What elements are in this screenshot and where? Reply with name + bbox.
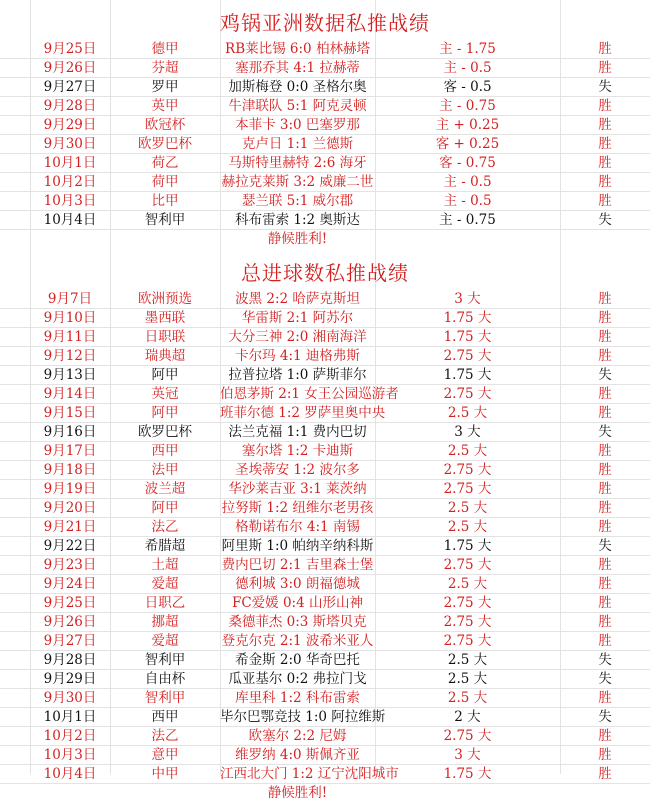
pick-cell: 2.75 大	[375, 385, 560, 404]
date-cell: 9月12日	[30, 347, 110, 366]
match-cell: 圣埃蒂安 1:2 波尔多	[220, 461, 375, 480]
result-cell: 胜	[560, 575, 650, 594]
pick-cell: 2.5 大	[375, 651, 560, 670]
footer-row	[0, 230, 650, 249]
result-cell: 胜	[560, 328, 650, 347]
empty-cell	[0, 309, 30, 328]
table-row	[0, 347, 650, 366]
result-cell: 失	[560, 537, 650, 556]
league-cell: 墨西联	[110, 309, 220, 328]
empty-cell	[0, 230, 30, 249]
match-cell: 加斯梅登 0:0 圣格尔奥	[220, 78, 375, 97]
empty-cell	[0, 480, 30, 499]
pick-cell: 2.75 大	[375, 613, 560, 632]
table-row	[0, 97, 650, 116]
match-cell: 费内巴切 2:1 吉里森士堡	[220, 556, 375, 575]
table-row	[0, 518, 650, 537]
date-cell: 9月14日	[30, 385, 110, 404]
league-cell: 法乙	[110, 727, 220, 746]
empty-cell	[0, 173, 30, 192]
empty-cell	[0, 40, 30, 59]
league-cell: 希腊超	[110, 537, 220, 556]
footer-row	[0, 784, 650, 802]
result-cell: 胜	[560, 290, 650, 309]
empty-cell	[0, 708, 30, 727]
result-cell: 失	[560, 670, 650, 689]
league-cell: 英甲	[110, 97, 220, 116]
date-cell: 9月15日	[30, 404, 110, 423]
date-cell: 9月23日	[30, 556, 110, 575]
empty-cell	[30, 230, 110, 249]
match-cell: 登克尔克 2:1 波希米亚人	[220, 632, 375, 651]
result-cell: 失	[560, 423, 650, 442]
table-row	[0, 575, 650, 594]
match-cell: 格勒诺布尔 4:1 南锡	[220, 518, 375, 537]
empty-cell	[0, 423, 30, 442]
date-cell: 9月25日	[30, 40, 110, 59]
league-cell: 智利甲	[110, 689, 220, 708]
match-cell: 法兰克福 1:1 费内巴切	[220, 423, 375, 442]
pick-cell: 3 大	[375, 423, 560, 442]
empty-cell	[0, 746, 30, 765]
table-row	[0, 173, 650, 192]
empty-cell	[0, 461, 30, 480]
empty-cell	[0, 78, 30, 97]
result-cell: 失	[560, 651, 650, 670]
result-cell: 胜	[560, 461, 650, 480]
result-cell: 失	[560, 708, 650, 727]
empty-cell	[0, 670, 30, 689]
table-row	[0, 385, 650, 404]
table-row	[0, 480, 650, 499]
result-cell: 胜	[560, 154, 650, 173]
pick-cell: 2.75 大	[375, 727, 560, 746]
empty-cell	[0, 366, 30, 385]
date-cell: 9月13日	[30, 366, 110, 385]
match-cell: 库里科 1:2 科布雷索	[220, 689, 375, 708]
result-cell: 胜	[560, 632, 650, 651]
empty-cell	[110, 230, 220, 249]
match-cell: 牛津联队 5:1 阿克灵顿	[220, 97, 375, 116]
result-cell: 胜	[560, 309, 650, 328]
section2-title: 总进球数私推战绩	[0, 258, 650, 288]
table-row	[0, 746, 650, 765]
date-cell: 9月16日	[30, 423, 110, 442]
table-row	[0, 154, 650, 173]
league-cell: 挪超	[110, 613, 220, 632]
league-cell: 自由杯	[110, 670, 220, 689]
league-cell: 瑞典超	[110, 347, 220, 366]
league-cell: 西甲	[110, 708, 220, 727]
date-cell: 9月24日	[30, 575, 110, 594]
league-cell: 西甲	[110, 442, 220, 461]
table-row	[0, 651, 650, 670]
table-row	[0, 499, 650, 518]
pick-cell: 2.5 大	[375, 499, 560, 518]
result-cell: 胜	[560, 192, 650, 211]
match-cell: 维罗纳 4:0 斯佩齐亚	[220, 746, 375, 765]
empty-cell	[0, 442, 30, 461]
result-cell: 失	[560, 366, 650, 385]
result-cell: 胜	[560, 135, 650, 154]
empty-cell	[0, 404, 30, 423]
league-cell: 德甲	[110, 40, 220, 59]
match-cell: 希金斯 2:0 华奇巴托	[220, 651, 375, 670]
table-row	[0, 727, 650, 746]
result-cell: 胜	[560, 97, 650, 116]
date-cell: 9月30日	[30, 135, 110, 154]
date-cell: 9月28日	[30, 97, 110, 116]
league-cell: 荷甲	[110, 173, 220, 192]
empty-cell	[0, 97, 30, 116]
pick-cell: 2.5 大	[375, 442, 560, 461]
pick-cell: 2.75 大	[375, 461, 560, 480]
table-row	[0, 116, 650, 135]
league-cell: 爱超	[110, 575, 220, 594]
date-cell: 9月25日	[30, 594, 110, 613]
empty-cell	[0, 154, 30, 173]
table-row	[0, 613, 650, 632]
table-row	[0, 670, 650, 689]
empty-cell	[0, 347, 30, 366]
match-cell: 瓜亚基尔 0:2 弗拉门戈	[220, 670, 375, 689]
date-cell: 9月26日	[30, 613, 110, 632]
empty-cell	[0, 651, 30, 670]
table-row	[0, 78, 650, 97]
empty-cell	[0, 59, 30, 78]
league-cell: 阿甲	[110, 499, 220, 518]
table-row	[0, 59, 650, 78]
date-cell: 10月4日	[30, 211, 110, 230]
date-cell: 10月1日	[30, 154, 110, 173]
date-cell: 9月29日	[30, 670, 110, 689]
league-cell: 波兰超	[110, 480, 220, 499]
table-row	[0, 290, 650, 309]
match-cell: 桑德菲杰 0:3 斯塔贝克	[220, 613, 375, 632]
league-cell: 英冠	[110, 385, 220, 404]
match-cell: 塞那乔其 4:1 拉赫蒂	[220, 59, 375, 78]
pick-cell: 2 大	[375, 708, 560, 727]
pick-cell: 主 - 0.75	[375, 97, 560, 116]
pick-cell: 2.5 大	[375, 404, 560, 423]
match-cell: 毕尔巴鄂竞技 1:0 阿拉维斯	[220, 708, 375, 727]
date-cell: 9月30日	[30, 689, 110, 708]
empty-cell	[0, 499, 30, 518]
result-cell: 失	[560, 211, 650, 230]
table-row	[0, 309, 650, 328]
empty-cell	[0, 575, 30, 594]
empty-cell	[0, 290, 30, 309]
result-cell: 胜	[560, 385, 650, 404]
match-cell: 塞尔塔 1:2 卡迪斯	[220, 442, 375, 461]
table-row	[0, 594, 650, 613]
match-cell: 华沙莱吉亚 3:1 莱茨纳	[220, 480, 375, 499]
date-cell: 9月21日	[30, 518, 110, 537]
table-row	[0, 556, 650, 575]
table-row	[0, 40, 650, 59]
match-cell: 本菲卡 3:0 巴塞罗那	[220, 116, 375, 135]
league-cell: 法乙	[110, 518, 220, 537]
league-cell: 欧洲预选	[110, 290, 220, 309]
pick-cell: 3 大	[375, 290, 560, 309]
league-cell: 罗甲	[110, 78, 220, 97]
footer-text: 静候胜利!	[220, 230, 375, 249]
league-cell: 欧罗巴杯	[110, 423, 220, 442]
result-cell: 胜	[560, 613, 650, 632]
date-cell: 9月18日	[30, 461, 110, 480]
empty-cell	[0, 556, 30, 575]
date-cell: 9月27日	[30, 632, 110, 651]
empty-cell	[0, 632, 30, 651]
date-cell: 10月4日	[30, 765, 110, 784]
empty-cell	[0, 116, 30, 135]
result-cell: 胜	[560, 480, 650, 499]
table-row	[0, 461, 650, 480]
section1-table	[0, 40, 650, 248]
pick-cell: 主 + 0.25	[375, 116, 560, 135]
date-cell: 9月10日	[30, 309, 110, 328]
league-cell: 欧冠杯	[110, 116, 220, 135]
pick-cell: 主 - 1.75	[375, 40, 560, 59]
table-row	[0, 632, 650, 651]
table-row	[0, 366, 650, 385]
pick-cell: 1.75 大	[375, 765, 560, 784]
footer-text: 静候胜利!	[220, 784, 375, 802]
table-row	[0, 404, 650, 423]
pick-cell: 2.5 大	[375, 518, 560, 537]
pick-cell: 2.75 大	[375, 632, 560, 651]
result-cell: 胜	[560, 442, 650, 461]
empty-cell	[0, 689, 30, 708]
empty-cell	[0, 135, 30, 154]
result-cell: 胜	[560, 347, 650, 366]
empty-cell	[0, 784, 30, 802]
match-cell: 班菲尔德 1:2 罗萨里奥中央	[220, 404, 375, 423]
result-cell: 失	[560, 78, 650, 97]
date-cell: 10月2日	[30, 173, 110, 192]
league-cell: 中甲	[110, 765, 220, 784]
league-cell: 意甲	[110, 746, 220, 765]
result-cell: 胜	[560, 689, 650, 708]
match-cell: FC爱媛 0:4 山形山神	[220, 594, 375, 613]
league-cell: 土超	[110, 556, 220, 575]
result-cell: 胜	[560, 404, 650, 423]
match-cell: 赫拉克莱斯 3:2 威廉二世	[220, 173, 375, 192]
empty-cell	[0, 518, 30, 537]
table-row	[0, 708, 650, 727]
pick-cell: 2.75 大	[375, 347, 560, 366]
league-cell: 智利甲	[110, 651, 220, 670]
date-cell: 10月2日	[30, 727, 110, 746]
pick-cell: 1.75 大	[375, 328, 560, 347]
league-cell: 欧罗巴杯	[110, 135, 220, 154]
pick-cell: 2.75 大	[375, 594, 560, 613]
league-cell: 阿甲	[110, 366, 220, 385]
pick-cell: 主 - 0.5	[375, 192, 560, 211]
empty-cell	[0, 537, 30, 556]
empty-cell	[0, 328, 30, 347]
league-cell: 智利甲	[110, 211, 220, 230]
match-cell: 华雷斯 2:1 阿苏尔	[220, 309, 375, 328]
section2-table	[0, 290, 650, 802]
date-cell: 9月27日	[30, 78, 110, 97]
match-cell: 马斯特里赫特 2:6 海牙	[220, 154, 375, 173]
pick-cell: 客 + 0.25	[375, 135, 560, 154]
result-cell: 胜	[560, 116, 650, 135]
date-cell: 10月3日	[30, 746, 110, 765]
table-row	[0, 211, 650, 230]
date-cell: 9月29日	[30, 116, 110, 135]
match-cell: 波黑 2:2 哈萨克斯坦	[220, 290, 375, 309]
table-row	[0, 423, 650, 442]
match-cell: 江西北大门 1:2 辽宁沈阳城市	[220, 765, 375, 784]
league-cell: 爱超	[110, 632, 220, 651]
empty-cell	[0, 594, 30, 613]
match-cell: 阿里斯 1:0 帕纳辛纳科斯	[220, 537, 375, 556]
result-cell: 胜	[560, 59, 650, 78]
match-cell: 克卢日 1:1 兰德斯	[220, 135, 375, 154]
pick-cell: 主 - 0.75	[375, 211, 560, 230]
league-cell: 阿甲	[110, 404, 220, 423]
empty-cell	[110, 784, 220, 802]
result-cell: 胜	[560, 594, 650, 613]
league-cell: 日职联	[110, 328, 220, 347]
pick-cell: 2.5 大	[375, 670, 560, 689]
match-cell: 科布雷索 1:2 奥斯达	[220, 211, 375, 230]
table-row	[0, 135, 650, 154]
table-row	[0, 442, 650, 461]
empty-cell	[30, 784, 110, 802]
table-row	[0, 192, 650, 211]
date-cell: 9月26日	[30, 59, 110, 78]
table-row	[0, 689, 650, 708]
result-cell: 胜	[560, 40, 650, 59]
league-cell: 芬超	[110, 59, 220, 78]
pick-cell: 1.75 大	[375, 366, 560, 385]
pick-cell: 2.5 大	[375, 689, 560, 708]
pick-cell: 客 - 0.5	[375, 78, 560, 97]
date-cell: 10月3日	[30, 192, 110, 211]
empty-cell	[0, 765, 30, 784]
match-cell: 拉普拉塔 1:0 萨斯菲尔	[220, 366, 375, 385]
league-cell: 荷乙	[110, 154, 220, 173]
league-cell: 比甲	[110, 192, 220, 211]
date-cell: 9月20日	[30, 499, 110, 518]
date-cell: 9月7日	[30, 290, 110, 309]
date-cell: 9月19日	[30, 480, 110, 499]
pick-cell: 主 - 0.5	[375, 173, 560, 192]
result-cell: 胜	[560, 499, 650, 518]
pick-cell: 1.75 大	[375, 537, 560, 556]
pick-cell: 1.75 大	[375, 309, 560, 328]
result-cell: 胜	[560, 518, 650, 537]
empty-cell	[0, 613, 30, 632]
match-cell: 瑟兰联 5:1 威尔郡	[220, 192, 375, 211]
empty-cell	[0, 211, 30, 230]
result-cell: 胜	[560, 746, 650, 765]
pick-cell: 2.75 大	[375, 556, 560, 575]
result-cell: 胜	[560, 173, 650, 192]
date-cell: 9月22日	[30, 537, 110, 556]
result-cell: 胜	[560, 727, 650, 746]
result-cell: 胜	[560, 556, 650, 575]
date-cell: 9月11日	[30, 328, 110, 347]
match-cell: 拉努斯 1:2 纽维尔老男孩	[220, 499, 375, 518]
table-row	[0, 537, 650, 556]
match-cell: 伯恩茅斯 2:1 女王公园巡游者	[220, 385, 375, 404]
league-cell: 日职乙	[110, 594, 220, 613]
pick-cell: 2.75 大	[375, 480, 560, 499]
pick-cell: 2.5 大	[375, 575, 560, 594]
match-cell: 大分三神 2:0 湘南海洋	[220, 328, 375, 347]
pick-cell: 客 - 0.75	[375, 154, 560, 173]
empty-cell	[0, 385, 30, 404]
date-cell: 10月1日	[30, 708, 110, 727]
table-row	[0, 765, 650, 784]
section1-title: 鸡锅亚洲数据私推战绩	[0, 8, 650, 38]
match-cell: RB莱比锡 6:0 柏林赫塔	[220, 40, 375, 59]
match-cell: 欧塞尔 2:2 尼姆	[220, 727, 375, 746]
empty-cell	[0, 727, 30, 746]
date-cell: 9月28日	[30, 651, 110, 670]
date-cell: 9月17日	[30, 442, 110, 461]
match-cell: 德利城 3:0 朗福德城	[220, 575, 375, 594]
result-cell: 胜	[560, 765, 650, 784]
pick-cell: 主 - 0.5	[375, 59, 560, 78]
pick-cell: 3 大	[375, 746, 560, 765]
match-cell: 卡尔玛 4:1 迪格弗斯	[220, 347, 375, 366]
league-cell: 法甲	[110, 461, 220, 480]
table-row	[0, 328, 650, 347]
empty-cell	[0, 192, 30, 211]
